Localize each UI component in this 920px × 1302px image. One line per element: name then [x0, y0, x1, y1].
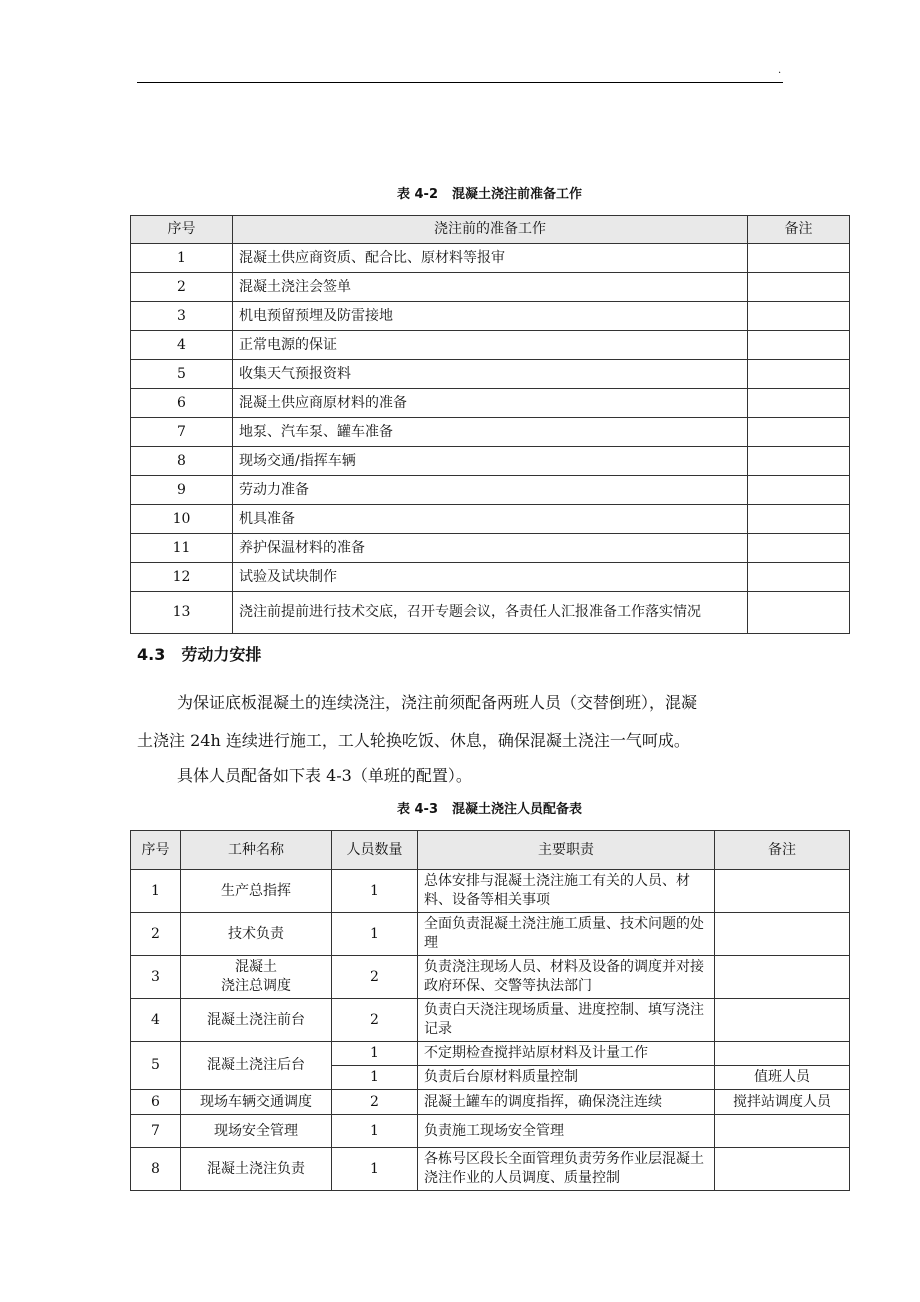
row-role: 现场安全管理: [181, 1115, 332, 1148]
row-duty: 负责后台原材料质量控制: [418, 1066, 715, 1090]
row-count: 1: [332, 913, 418, 956]
row-note: [715, 870, 850, 913]
table-row: [131, 999, 850, 1042]
table-row: [131, 476, 850, 505]
table2-caption-number: 表 4-3: [396, 802, 438, 817]
header-note: 备注: [715, 831, 850, 870]
table-row: [131, 418, 850, 447]
row-no: 4: [131, 331, 233, 360]
row-count: 1: [332, 870, 418, 913]
row-note: [715, 1115, 850, 1148]
row-count: 2: [332, 956, 418, 999]
row-no: 6: [131, 1090, 181, 1115]
row-count: 1: [332, 1115, 418, 1148]
row-role: 生产总指挥: [181, 870, 332, 913]
table-row: [131, 331, 850, 360]
row-duty: 全面负责混凝土浇注施工质量、技术问题的处理: [418, 913, 715, 956]
row-no: 7: [131, 418, 233, 447]
table-row: [131, 1090, 850, 1115]
table1-caption: [130, 186, 849, 204]
row-count: 2: [332, 999, 418, 1042]
row-note: [748, 418, 850, 447]
table-row: [131, 447, 850, 476]
row-task: 试验及试块制作: [233, 563, 748, 592]
row-duty: 总体安排与混凝土浇注施工有关的人员、材料、设备等相关事项: [418, 870, 715, 913]
staffing-table: [130, 830, 850, 1191]
row-note: [715, 913, 850, 956]
row-note: [748, 534, 850, 563]
row-no: 3: [131, 956, 181, 999]
row-note: [748, 505, 850, 534]
row-role: 现场车辆交通调度: [181, 1090, 332, 1115]
table-row: [131, 913, 850, 956]
table-row: [131, 956, 850, 999]
row-duty: 各栋号区段长全面管理负责劳务作业层混凝土浇注作业的人员调度、质量控制: [418, 1148, 715, 1191]
row-note: [748, 244, 850, 273]
row-no: 5: [131, 360, 233, 389]
row-role: 混凝土浇注后台: [181, 1042, 332, 1090]
header-no: 序号: [131, 831, 181, 870]
row-role: 混凝土浇注前台: [181, 999, 332, 1042]
table-header-row: [131, 216, 850, 244]
row-note: [748, 331, 850, 360]
table-row: [131, 563, 850, 592]
table-row: [131, 534, 850, 563]
row-no: 10: [131, 505, 233, 534]
section-number: 4.3: [137, 645, 166, 664]
header-no: 序号: [131, 216, 233, 244]
row-task: 收集天气预报资料: [233, 360, 748, 389]
table-row: [131, 592, 850, 634]
row-count: 2: [332, 1090, 418, 1115]
table2-caption: [130, 801, 849, 819]
row-no: 8: [131, 1148, 181, 1191]
row-role: 混凝土浇注负责: [181, 1148, 332, 1191]
header-role: 工种名称: [181, 831, 332, 870]
header-task: 浇注前的准备工作: [233, 216, 748, 244]
row-task: 现场交通/指挥车辆: [233, 447, 748, 476]
row-no: 1: [131, 244, 233, 273]
row-no: 12: [131, 563, 233, 592]
row-no: 3: [131, 302, 233, 331]
row-count: 1: [332, 1042, 418, 1066]
row-note: [748, 563, 850, 592]
header-duty: 主要职责: [418, 831, 715, 870]
paragraph-line-2: 土浇注 24h 连续进行施工，工人轮换吃饭、休息，确保混凝土浇注一气呵成。: [137, 731, 690, 750]
row-note: [715, 956, 850, 999]
table1-caption-number: 表 4-2: [396, 187, 438, 202]
row-note: [715, 1042, 850, 1066]
row-no: 9: [131, 476, 233, 505]
row-no: 5: [131, 1042, 181, 1090]
row-note: [748, 389, 850, 418]
table-row: [131, 302, 850, 331]
header-rule: [137, 82, 783, 83]
row-note: [748, 273, 850, 302]
row-note: [715, 1148, 850, 1191]
row-no: 2: [131, 273, 233, 302]
table-row: [131, 244, 850, 273]
row-note: [748, 592, 850, 634]
row-duty: 混凝土罐车的调度指挥，确保浇注连续: [418, 1090, 715, 1115]
table-header-row: [131, 831, 850, 870]
row-task: 混凝土供应商资质、配合比、原材料等报审: [233, 244, 748, 273]
row-role-line-1: 混凝土: [235, 959, 277, 975]
row-task: 混凝土供应商原材料的准备: [233, 389, 748, 418]
row-role-line-2: 浇注总调度: [221, 978, 291, 994]
row-role: [181, 956, 332, 999]
row-no: 2: [131, 913, 181, 956]
table-row: [131, 870, 850, 913]
row-note: 值班人员: [715, 1066, 850, 1090]
row-no: 1: [131, 870, 181, 913]
row-task: 混凝土浇注会签单: [233, 273, 748, 302]
paragraph-2: 具体人员配备如下表 4-3（单班的配置）。: [177, 766, 472, 785]
row-no: 7: [131, 1115, 181, 1148]
table2-caption-title: 混凝土浇注人员配备表: [452, 802, 583, 817]
row-duty: 负责白天浇注现场质量、进度控制、填写浇注记录: [418, 999, 715, 1042]
header-count: 人员数量: [332, 831, 418, 870]
row-note: 搅拌站调度人员: [715, 1090, 850, 1115]
row-task: 浇注前提前进行技术交底，召开专题会议，各责任人汇报准备工作落实情况: [233, 592, 748, 634]
table-row: [131, 273, 850, 302]
row-no: 4: [131, 999, 181, 1042]
row-duty: 不定期检查搅拌站原材料及计量工作: [418, 1042, 715, 1066]
row-task: 养护保温材料的准备: [233, 534, 748, 563]
section-title: 劳动力安排: [181, 645, 262, 664]
row-task: 正常电源的保证: [233, 331, 748, 360]
table-row: [131, 360, 850, 389]
row-task: 劳动力准备: [233, 476, 748, 505]
row-note: [748, 476, 850, 505]
table-row: [131, 1042, 850, 1066]
row-count: 1: [332, 1066, 418, 1090]
header-note: 备注: [748, 216, 850, 244]
table1-caption-title: 混凝土浇注前准备工作: [452, 187, 583, 202]
table-row: [131, 1148, 850, 1191]
table-row: [131, 389, 850, 418]
table-row: [131, 1115, 850, 1148]
row-note: [748, 447, 850, 476]
row-no: 13: [131, 592, 233, 634]
row-duty: 负责施工现场安全管理: [418, 1115, 715, 1148]
row-task: 机电预留预埋及防雷接地: [233, 302, 748, 331]
preparation-table: [130, 215, 850, 634]
row-no: 11: [131, 534, 233, 563]
section-heading: [137, 643, 261, 667]
row-no: 8: [131, 447, 233, 476]
row-duty: 负责浇注现场人员、材料及设备的调度并对接政府环保、交警等执法部门: [418, 956, 715, 999]
row-count: 1: [332, 1148, 418, 1191]
row-no: 6: [131, 389, 233, 418]
row-note: [748, 360, 850, 389]
header-mark: .: [778, 65, 782, 76]
row-note: [715, 999, 850, 1042]
row-role: 技术负责: [181, 913, 332, 956]
row-task: 机具准备: [233, 505, 748, 534]
table-row: [131, 505, 850, 534]
row-note: [748, 302, 850, 331]
paragraph-line-1: 为保证底板混凝土的连续浇注，浇注前须配备两班人员（交替倒班），混凝: [177, 693, 698, 712]
row-task: 地泵、汽车泵、罐车准备: [233, 418, 748, 447]
